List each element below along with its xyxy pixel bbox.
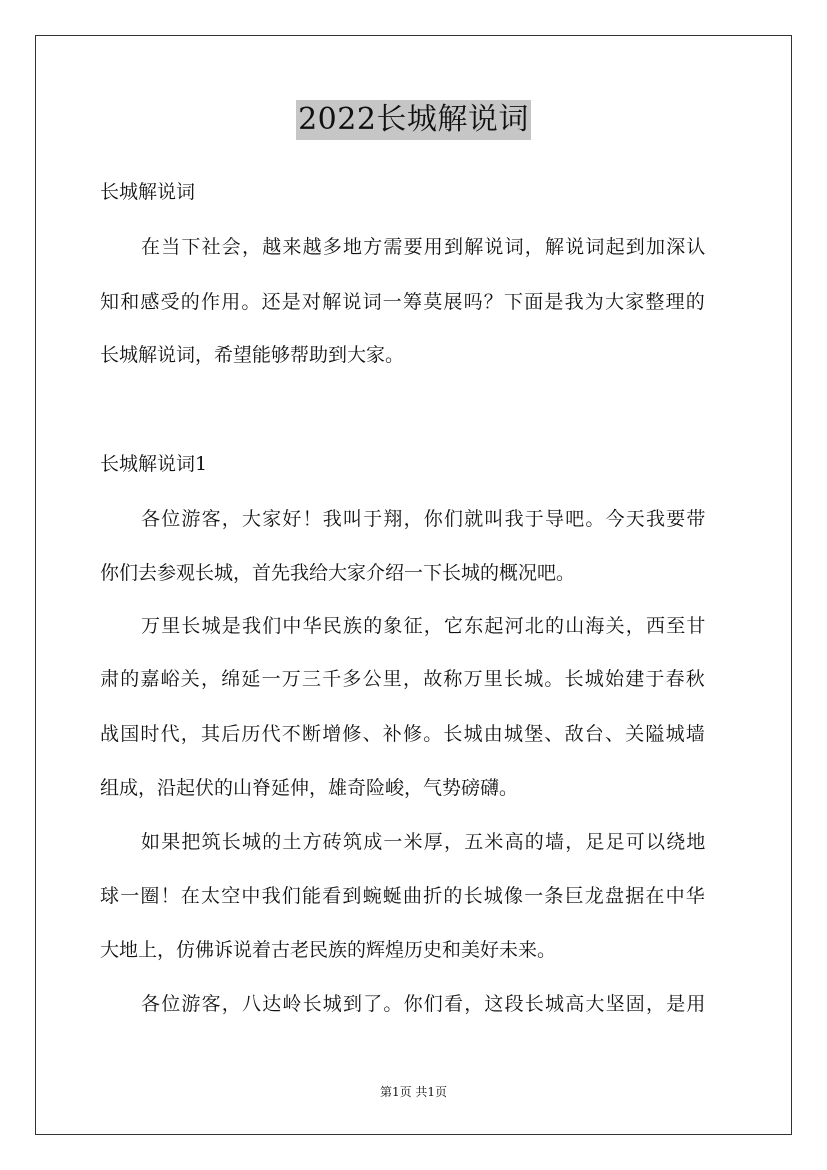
- paragraph-line: 组成，沿起伏的山脊延伸，雄奇险峻，气势磅礴。: [100, 777, 519, 799]
- title-container: [0, 100, 827, 140]
- page-footer: 第1页 共1页: [379, 1085, 448, 1099]
- paragraph-line: 如果把筑长城的土方砖筑成一米厚，五米高的墙，足足可以绕地: [141, 831, 707, 853]
- paragraph-line: 在当下社会，越来越多地方需要用到解说词，解说词起到加深认: [141, 236, 707, 258]
- paragraph-line: 长城解说词，希望能够帮助到大家。: [100, 344, 405, 366]
- document-title: 2022长城解说词: [296, 100, 531, 140]
- paragraph-line: 球一圈！在太空中我们能看到蜿蜒曲折的长城像一条巨龙盘据在中华: [100, 885, 707, 907]
- paragraph-line: 你们去参观长城，首先我给大家介绍一下长城的概况吧。: [100, 562, 576, 584]
- paragraph-line: 知和感受的作用。还是对解说词一筹莫展吗？下面是我为大家整理的: [100, 291, 707, 313]
- paragraph-line: 万里长城是我们中华民族的象征，它东起河北的山海关，西至甘: [141, 615, 707, 637]
- paragraph-line: 肃的嘉峪关，绵延一万三千多公里，故称万里长城。长城始建于春秋: [100, 668, 707, 690]
- paragraph-line: 各位游客，八达岭长城到了。你们看，这段长城高大坚固，是用: [141, 993, 707, 1015]
- section-heading: 长城解说词1: [100, 453, 208, 475]
- paragraph-line: 大地上，仿佛诉说着古老民族的辉煌历史和美好未来。: [100, 939, 557, 961]
- paragraph-line: 各位游客，大家好！我叫于翔，你们就叫我于导吧。今天我要带: [141, 508, 707, 530]
- section-heading: 长城解说词: [100, 181, 196, 203]
- paragraph-line: 战国时代，其后历代不断增修、补修。长城由城堡、敌台、关隘城墙: [100, 723, 707, 745]
